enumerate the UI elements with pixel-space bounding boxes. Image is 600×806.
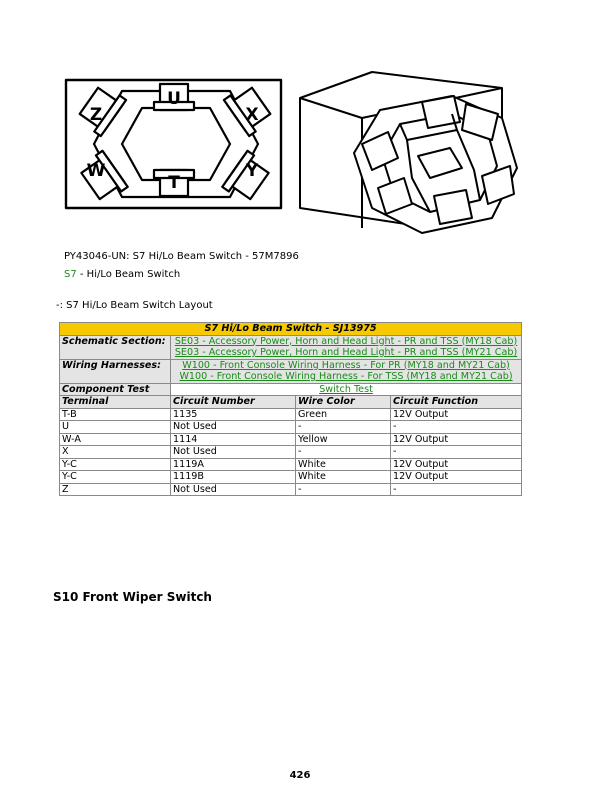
schematic-section-links [171, 335, 522, 359]
circuit-number-cell: Not Used [171, 421, 296, 434]
circuit-number-cell: 1119B [171, 471, 296, 484]
component-description: - Hi/Lo Beam Switch [76, 269, 181, 280]
table-row [60, 446, 522, 459]
circuit-function-cell: - [391, 483, 522, 496]
terminal-label-y: Y [245, 161, 259, 181]
table-row [60, 471, 522, 484]
schematic-section-label: Schematic Section: [60, 335, 171, 359]
terminal-label-x: X [245, 105, 259, 125]
terminal-cell: W-A [60, 433, 171, 446]
layout-heading: -: S7 Hi/Lo Beam Switch Layout [56, 300, 213, 311]
switch-test-link[interactable]: Switch Test [319, 383, 373, 395]
circuit-function-cell: - [391, 446, 522, 459]
next-section-title: S10 Front Wiper Switch [53, 590, 212, 604]
wire-color-cell: Yellow [296, 433, 391, 446]
wire-color-cell: - [296, 446, 391, 459]
table-row [60, 421, 522, 434]
terminal-cell: T-B [60, 408, 171, 421]
terminal-cell: Y-C [60, 458, 171, 471]
wire-color-cell: White [296, 471, 391, 484]
wiring-harnesses-label: Wiring Harnesses: [60, 359, 171, 383]
schematic-link-my18[interactable]: SE03 - Accessory Power, Horn and Head Light - PR and TSS (MY18 Cab) [174, 335, 518, 347]
image-caption: PY43046-UN: S7 Hi/Lo Beam Switch - 57M7896 [64, 251, 299, 262]
circuit-function-cell: 12V Output [391, 433, 522, 446]
harness-link-pr[interactable]: W100 - Front Console Wiring Harness - For PR (MY18 and MY21 Cab) [182, 359, 510, 371]
component-link[interactable]: S7 [64, 269, 77, 280]
wire-color-cell: White [296, 458, 391, 471]
terminal-cell: X [60, 446, 171, 459]
terminal-label-w: W [86, 161, 106, 181]
harness-link-tss[interactable]: W100 - Front Console Wiring Harness - For TSS (MY18 and MY21 Cab) [179, 371, 513, 382]
connector-isometric-view [300, 72, 517, 233]
terminal-label-t: T [168, 173, 180, 193]
circuit-number-cell: 1119A [171, 458, 296, 471]
circuit-function-cell: 12V Output [391, 458, 522, 471]
circuit-number-cell: Not Used [171, 483, 296, 496]
terminal-cell: Y-C [60, 471, 171, 484]
wire-color-cell: - [296, 483, 391, 496]
circuit-function-cell: 12V Output [391, 408, 522, 421]
page-number: 426 [289, 770, 311, 781]
connector-drawing [62, 58, 562, 248]
circuit-function-cell: - [391, 421, 522, 434]
component-caption [64, 269, 180, 281]
column-header-circuit-number: Circuit Number [171, 396, 296, 409]
table-title: S7 Hi/Lo Beam Switch - SJ13975 [60, 323, 522, 336]
circuit-number-cell: 1114 [171, 433, 296, 446]
circuit-number-cell: Not Used [171, 446, 296, 459]
terminal-cell: Z [60, 483, 171, 496]
terminal-cell: U [60, 421, 171, 434]
component-test-label: Component Test [60, 383, 171, 396]
circuit-number-cell: 1135 [171, 408, 296, 421]
component-test-cell [171, 383, 522, 396]
table-row [60, 433, 522, 446]
column-header-wire-color: Wire Color [296, 396, 391, 409]
table-row [60, 483, 522, 496]
wiring-harness-links [171, 359, 522, 383]
wire-color-cell: Green [296, 408, 391, 421]
table-row [60, 408, 522, 421]
wire-color-cell: - [296, 421, 391, 434]
circuit-function-cell: 12V Output [391, 471, 522, 484]
terminal-label-z: Z [89, 105, 103, 125]
table-row [60, 458, 522, 471]
terminal-label-u: U [167, 89, 181, 109]
connector-table [59, 322, 522, 496]
schematic-link-my21[interactable]: SE03 - Accessory Power, Horn and Head Light - PR and TSS (MY21 Cab) [174, 347, 518, 358]
column-header-circuit-function: Circuit Function [391, 396, 522, 409]
column-header-terminal: Terminal [60, 396, 171, 409]
table-header-row [60, 396, 522, 409]
connector-illustration [62, 58, 562, 248]
